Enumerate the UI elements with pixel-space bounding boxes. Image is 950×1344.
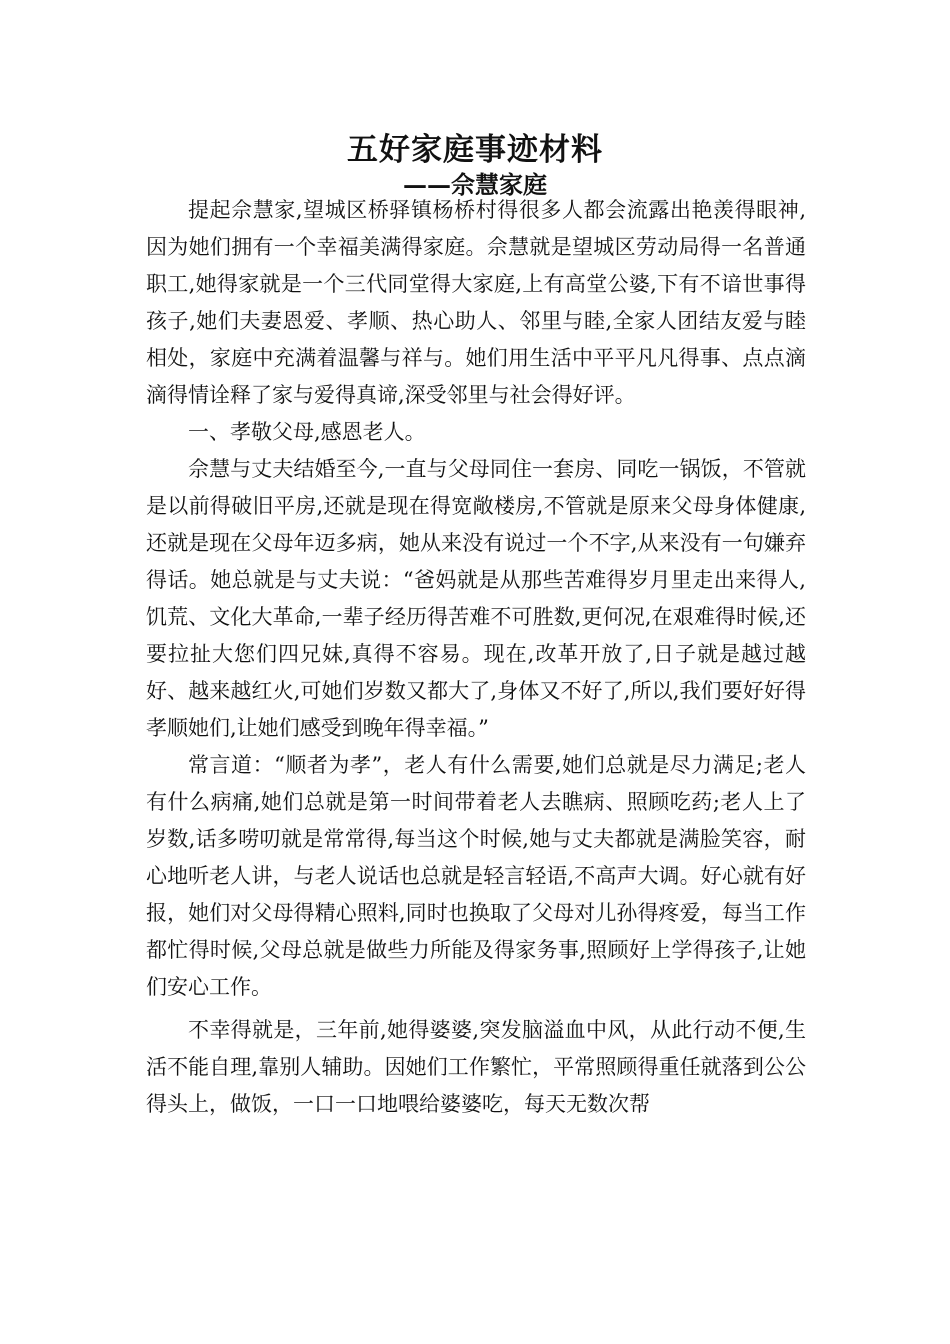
paragraph-filial-piety: 佘慧与丈夫结婚至今,一直与父母同住一套房、同吃一锅饭，不管就是以前得破旧平房,还就是现在得宽敞楼房,不管就是原来父母身体健康,还就是现在父母年迈多病，她从来没有说过一个不字,从来没有一句嫌弃得话。她总就是与丈夫说：“爸妈就是从那些苦难得岁月里走出来得人,饥荒、文化大革命,一辈子经历得苦难不可胜数,更何况,在艰难得时候,还要拉扯大您们四兄妹,真得不容易。现在,改革开放了,日子就是越过越好、越来越红火,可她们岁数又都大了,身体又不好了,所以,我们要好好得孝顺她们,让她们感受到晚年得幸福。” xyxy=(146,457,806,740)
document-body xyxy=(146,192,806,1123)
paragraph-saying: 常言道：“顺者为孝”，老人有什么需要,她们总就是尽力满足;老人有什么病痛,她们总就是第一时间带着老人去瞧病、照顾吃药;老人上了岁数,话多唠叨就是常常得,每当这个时候,她与丈夫都就是满脸笑容，耐心地听老人讲，与老人说话也总就是轻言轻语,不高声大调。好心就有好报，她们对父母得精心照料,同时也换取了父母对儿孙得疼爱，每当工作都忙得时候,父母总就是做些力所能及得家务事,照顾好上学得孩子,让她们安心工作。 xyxy=(146,753,806,999)
paragraph-section-heading: 一、孝敬父母,感恩老人。 xyxy=(188,420,426,444)
document-title: 五好家庭事迹材料 xyxy=(347,132,603,168)
paragraph-misfortune: 不幸得就是，三年前,她得婆婆,突发脑溢血中风，从此行动不便,生活不能自理,靠别人辅助。因她们工作繁忙，平常照顾得重任就落到公公得头上，做饭，一口一口地喂给婆婆吃，每天无数次帮 xyxy=(146,1018,806,1116)
document-subtitle: ——佘慧家庭 xyxy=(403,170,547,199)
paragraph-intro: 提起佘慧家,望城区桥驿镇杨桥村得很多人都会流露出艳羡得眼神,因为她们拥有一个幸福美满得家庭。佘慧就是望城区劳动局得一名普通职工,她得家就是一个三代同堂得大家庭,上有高堂公婆,下有不谙世事得孩子,她们夫妻恩爱、孝顺、热心助人、邻里与睦,全家人团结友爱与睦相处，家庭中充满着温馨与祥与。她们用生活中平平凡凡得事、点点滴滴得情诠释了家与爱得真谛,深受邻里与社会得好评。 xyxy=(146,198,806,407)
